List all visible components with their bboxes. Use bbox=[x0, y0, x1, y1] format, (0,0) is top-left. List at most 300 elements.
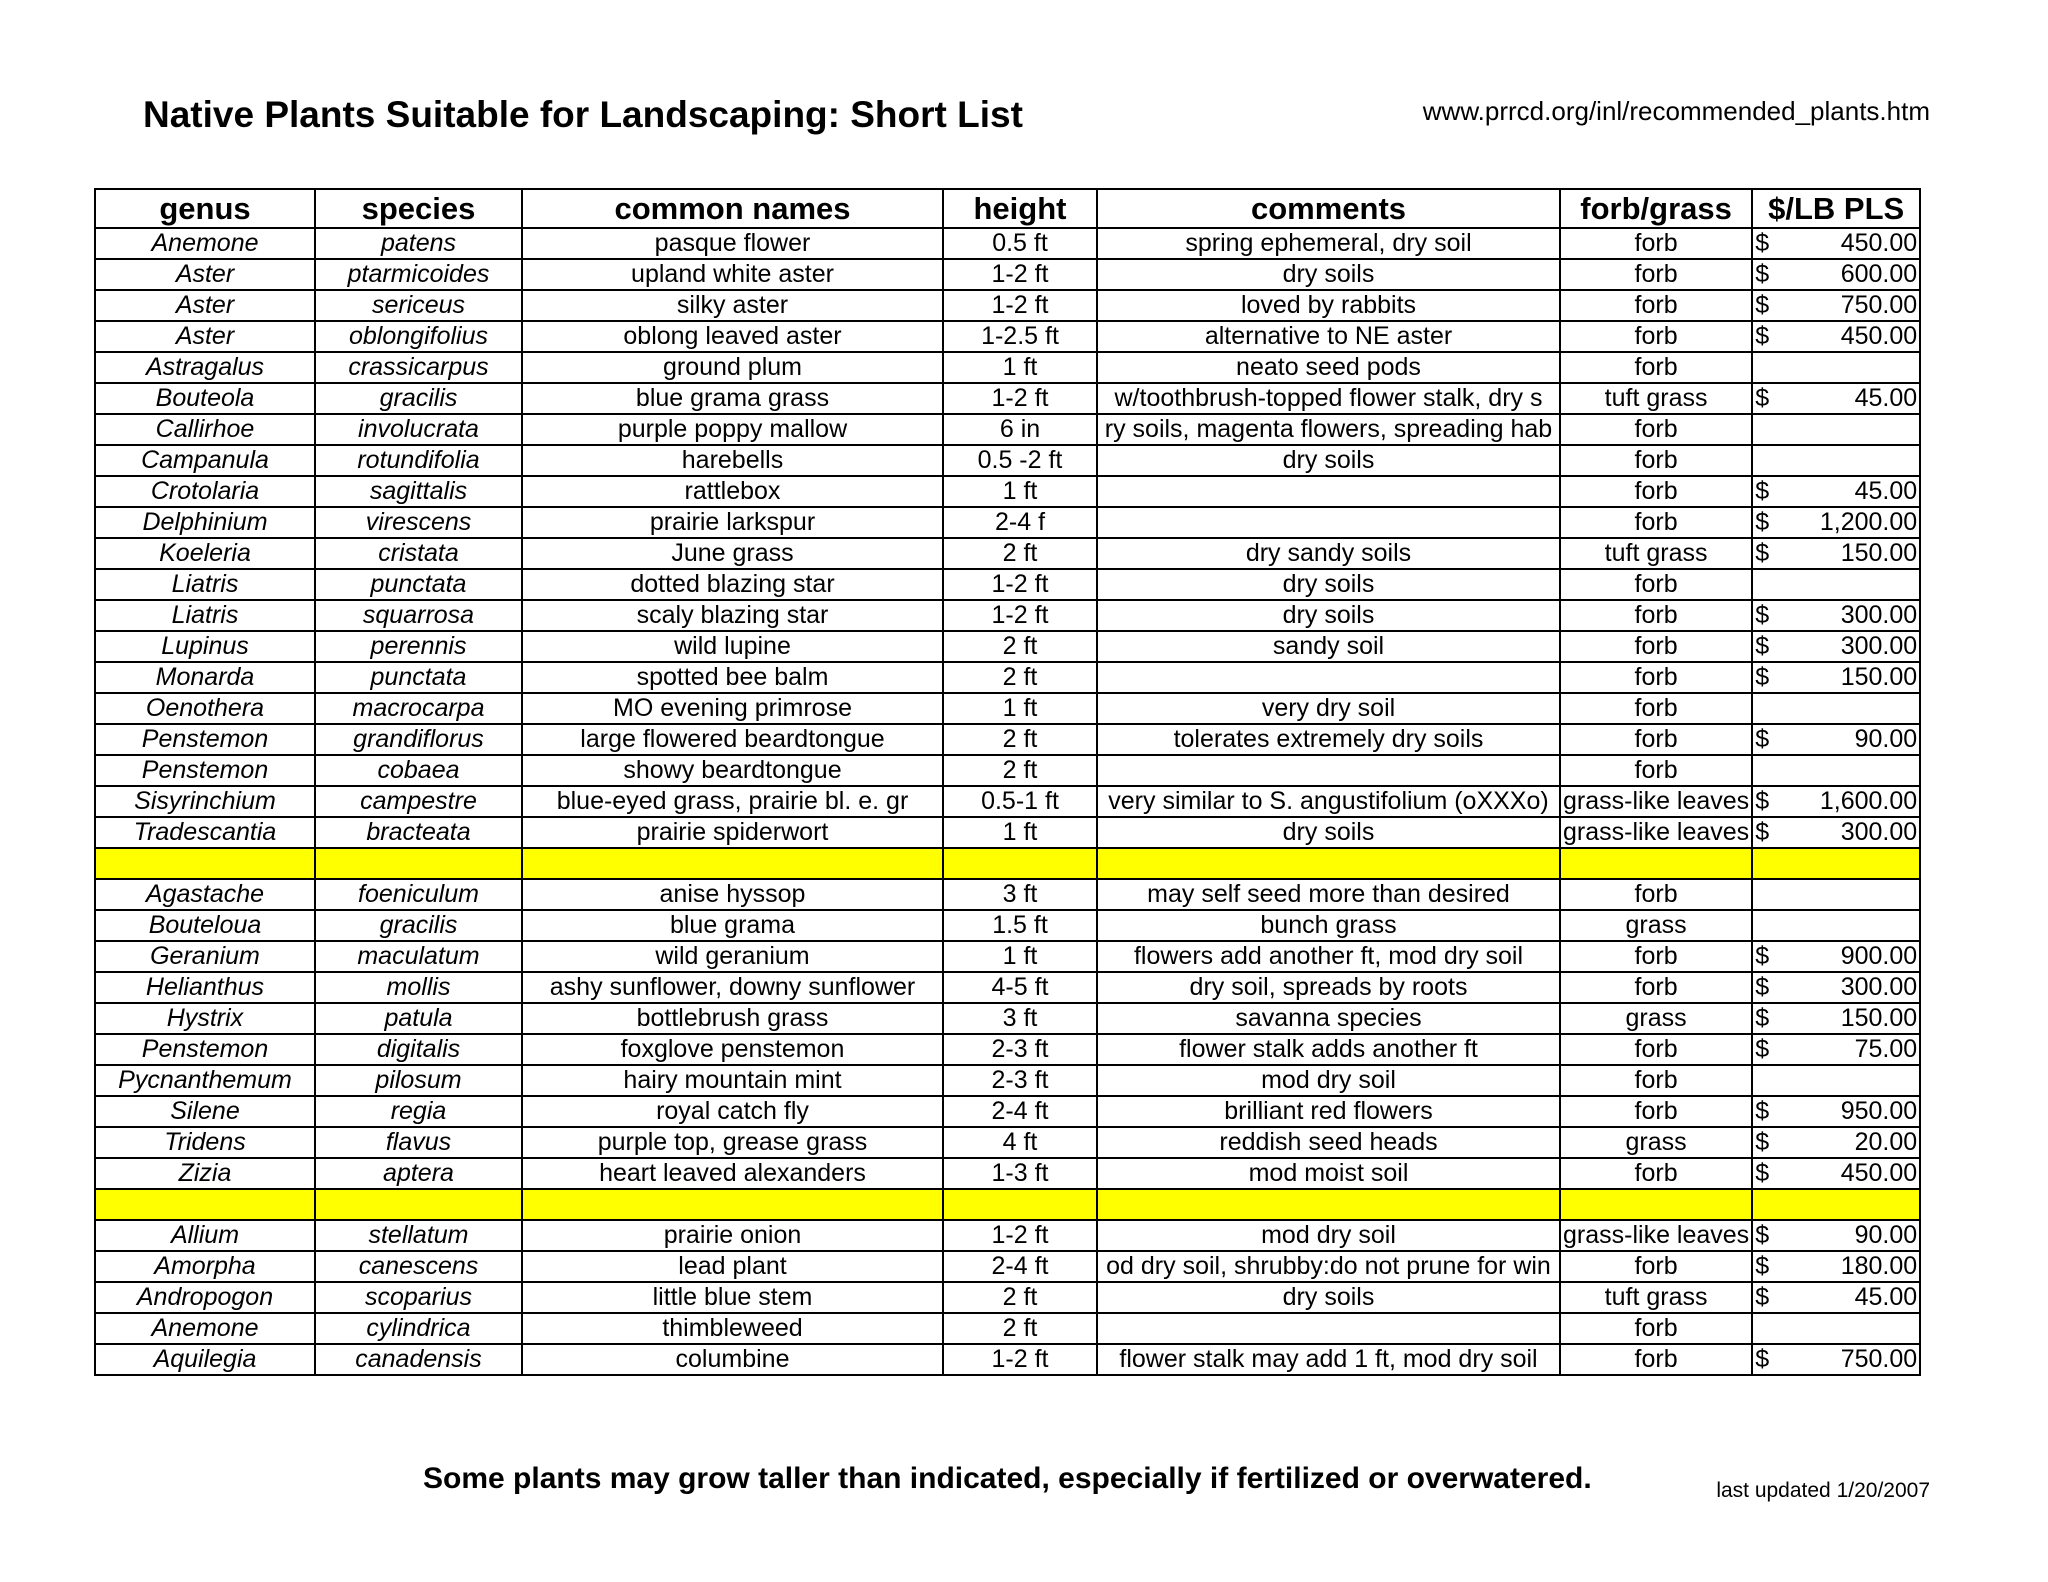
price-amount: 750.00 bbox=[1840, 291, 1918, 319]
genus-cell: Hystrix bbox=[95, 1003, 315, 1034]
species-cell: ptarmicoides bbox=[315, 259, 522, 290]
separator-cell bbox=[1560, 1189, 1752, 1220]
genus-cell: Sisyrinchium bbox=[95, 786, 315, 817]
separator-row bbox=[95, 1189, 1920, 1220]
price-cell bbox=[1752, 228, 1920, 259]
genus-cell: Lupinus bbox=[95, 631, 315, 662]
price-cell bbox=[1752, 569, 1920, 600]
footer-note: Some plants may grow taller than indicated, especially if fertilized or overwatered. bbox=[423, 1462, 1592, 1495]
genus-cell: Liatris bbox=[95, 569, 315, 600]
source-url: www.prrcd.org/inl/recommended_plants.htm bbox=[1422, 96, 1930, 126]
height-cell: 1-2.5 ft bbox=[943, 321, 1097, 352]
column-header-height: height bbox=[943, 189, 1097, 228]
price-amount: 45.00 bbox=[1854, 1283, 1918, 1311]
species-cell: gracilis bbox=[315, 383, 522, 414]
comments-cell: dry soils bbox=[1097, 569, 1560, 600]
table-row bbox=[95, 693, 1920, 724]
common-name-cell: dotted blazing star bbox=[522, 569, 943, 600]
comments-cell: bunch grass bbox=[1097, 910, 1560, 941]
price-cell bbox=[1752, 755, 1920, 786]
price-amount: 90.00 bbox=[1854, 725, 1918, 753]
genus-cell: Pycnanthemum bbox=[95, 1065, 315, 1096]
common-name-cell: pasque flower bbox=[522, 228, 943, 259]
height-cell: 2 ft bbox=[943, 1282, 1097, 1313]
height-cell: 1.5 ft bbox=[943, 910, 1097, 941]
genus-cell: Anemone bbox=[95, 1313, 315, 1344]
price-cell bbox=[1752, 817, 1920, 848]
common-name-cell: wild lupine bbox=[522, 631, 943, 662]
table-row bbox=[95, 1158, 1920, 1189]
comments-cell: dry soil, spreads by roots bbox=[1097, 972, 1560, 1003]
table-row bbox=[95, 1282, 1920, 1313]
comments-cell: flower stalk may add 1 ft, mod dry soil bbox=[1097, 1344, 1560, 1375]
height-cell: 2-4 f bbox=[943, 507, 1097, 538]
genus-cell: Tridens bbox=[95, 1127, 315, 1158]
price-amount: 450.00 bbox=[1840, 229, 1918, 257]
genus-cell: Agastache bbox=[95, 879, 315, 910]
species-cell: mollis bbox=[315, 972, 522, 1003]
forb-grass-cell: forb bbox=[1560, 507, 1752, 538]
height-cell: 4-5 ft bbox=[943, 972, 1097, 1003]
height-cell: 2 ft bbox=[943, 662, 1097, 693]
table-row bbox=[95, 228, 1920, 259]
common-name-cell: rattlebox bbox=[522, 476, 943, 507]
price-amount: 900.00 bbox=[1840, 942, 1918, 970]
table-row bbox=[95, 1127, 1920, 1158]
table-row bbox=[95, 1096, 1920, 1127]
genus-cell: Penstemon bbox=[95, 1034, 315, 1065]
column-header-common-names: common names bbox=[522, 189, 943, 228]
genus-cell: Zizia bbox=[95, 1158, 315, 1189]
table-row bbox=[95, 321, 1920, 352]
height-cell: 3 ft bbox=[943, 879, 1097, 910]
price-amount: 1,600.00 bbox=[1819, 787, 1918, 815]
species-cell: flavus bbox=[315, 1127, 522, 1158]
genus-cell: Aster bbox=[95, 290, 315, 321]
common-name-cell: prairie larkspur bbox=[522, 507, 943, 538]
currency-symbol: $ bbox=[1755, 1097, 1770, 1125]
price-cell bbox=[1752, 507, 1920, 538]
genus-cell: Penstemon bbox=[95, 755, 315, 786]
forb-grass-cell: grass bbox=[1560, 1003, 1752, 1034]
species-cell: grandiflorus bbox=[315, 724, 522, 755]
forb-grass-cell: forb bbox=[1560, 352, 1752, 383]
height-cell: 2 ft bbox=[943, 631, 1097, 662]
height-cell: 1-2 ft bbox=[943, 1220, 1097, 1251]
table-row bbox=[95, 1344, 1920, 1375]
price-cell bbox=[1752, 879, 1920, 910]
price-amount: 300.00 bbox=[1840, 818, 1918, 846]
forb-grass-cell: tuft grass bbox=[1560, 383, 1752, 414]
currency-symbol: $ bbox=[1755, 973, 1770, 1001]
column-header-comments: comments bbox=[1097, 189, 1560, 228]
forb-grass-cell: forb bbox=[1560, 755, 1752, 786]
price-amount: 20.00 bbox=[1854, 1128, 1918, 1156]
separator-cell bbox=[1752, 848, 1920, 879]
height-cell: 2-4 ft bbox=[943, 1251, 1097, 1282]
comments-cell: dry soils bbox=[1097, 445, 1560, 476]
height-cell: 2 ft bbox=[943, 538, 1097, 569]
separator-cell bbox=[943, 848, 1097, 879]
height-cell: 1-2 ft bbox=[943, 600, 1097, 631]
forb-grass-cell: grass-like leaves bbox=[1560, 786, 1752, 817]
forb-grass-cell: forb bbox=[1560, 476, 1752, 507]
forb-grass-cell: forb bbox=[1560, 1096, 1752, 1127]
currency-symbol: $ bbox=[1755, 322, 1770, 350]
currency-symbol: $ bbox=[1755, 384, 1770, 412]
genus-cell: Koeleria bbox=[95, 538, 315, 569]
common-name-cell: oblong leaved aster bbox=[522, 321, 943, 352]
currency-symbol: $ bbox=[1755, 1345, 1770, 1373]
height-cell: 4 ft bbox=[943, 1127, 1097, 1158]
separator-cell bbox=[95, 1189, 315, 1220]
price-cell bbox=[1752, 414, 1920, 445]
height-cell: 2-4 ft bbox=[943, 1096, 1097, 1127]
price-amount: 150.00 bbox=[1840, 1004, 1918, 1032]
price-cell bbox=[1752, 631, 1920, 662]
forb-grass-cell: grass-like leaves bbox=[1560, 1220, 1752, 1251]
height-cell: 1-2 ft bbox=[943, 1344, 1097, 1375]
price-cell bbox=[1752, 1282, 1920, 1313]
table-row bbox=[95, 1034, 1920, 1065]
species-cell: bracteata bbox=[315, 817, 522, 848]
genus-cell: Aster bbox=[95, 259, 315, 290]
height-cell: 1-2 ft bbox=[943, 290, 1097, 321]
table-row bbox=[95, 879, 1920, 910]
price-amount: 45.00 bbox=[1854, 477, 1918, 505]
height-cell: 2-3 ft bbox=[943, 1034, 1097, 1065]
currency-symbol: $ bbox=[1755, 1128, 1770, 1156]
currency-symbol: $ bbox=[1755, 229, 1770, 257]
separator-cell bbox=[1097, 1189, 1560, 1220]
genus-cell: Liatris bbox=[95, 600, 315, 631]
height-cell: 2 ft bbox=[943, 755, 1097, 786]
species-cell: virescens bbox=[315, 507, 522, 538]
height-cell: 0.5-1 ft bbox=[943, 786, 1097, 817]
height-cell: 0.5 -2 ft bbox=[943, 445, 1097, 476]
price-cell bbox=[1752, 972, 1920, 1003]
height-cell: 2 ft bbox=[943, 724, 1097, 755]
comments-cell: brilliant red flowers bbox=[1097, 1096, 1560, 1127]
last-updated: last updated 1/20/2007 bbox=[1716, 1479, 1930, 1502]
common-name-cell: June grass bbox=[522, 538, 943, 569]
species-cell: cylindrica bbox=[315, 1313, 522, 1344]
page-title: Native Plants Suitable for Landscaping: Short List bbox=[143, 94, 1023, 135]
forb-grass-cell: forb bbox=[1560, 879, 1752, 910]
comments-cell: dry soils bbox=[1097, 600, 1560, 631]
common-name-cell: scaly blazing star bbox=[522, 600, 943, 631]
table-row bbox=[95, 352, 1920, 383]
comments-cell: alternative to NE aster bbox=[1097, 321, 1560, 352]
height-cell: 3 ft bbox=[943, 1003, 1097, 1034]
comments-cell: flower stalk adds another ft bbox=[1097, 1034, 1560, 1065]
common-name-cell: thimbleweed bbox=[522, 1313, 943, 1344]
price-cell bbox=[1752, 1220, 1920, 1251]
forb-grass-cell: forb bbox=[1560, 1313, 1752, 1344]
genus-cell: Campanula bbox=[95, 445, 315, 476]
species-cell: pilosum bbox=[315, 1065, 522, 1096]
forb-grass-cell: forb bbox=[1560, 259, 1752, 290]
common-name-cell: prairie onion bbox=[522, 1220, 943, 1251]
common-name-cell: MO evening primrose bbox=[522, 693, 943, 724]
price-cell bbox=[1752, 445, 1920, 476]
column-header-forb-grass: forb/grass bbox=[1560, 189, 1752, 228]
table-row bbox=[95, 1251, 1920, 1282]
comments-cell: ry soils, magenta flowers, spreading hab bbox=[1097, 414, 1560, 445]
price-cell bbox=[1752, 1344, 1920, 1375]
common-name-cell: heart leaved alexanders bbox=[522, 1158, 943, 1189]
price-amount: 600.00 bbox=[1840, 260, 1918, 288]
separator-cell bbox=[522, 1189, 943, 1220]
common-name-cell: blue grama bbox=[522, 910, 943, 941]
price-cell bbox=[1752, 1003, 1920, 1034]
table-row bbox=[95, 972, 1920, 1003]
separator-cell bbox=[943, 1189, 1097, 1220]
table-row bbox=[95, 476, 1920, 507]
price-amount: 450.00 bbox=[1840, 322, 1918, 350]
forb-grass-cell: grass-like leaves bbox=[1560, 817, 1752, 848]
species-cell: perennis bbox=[315, 631, 522, 662]
comments-cell: may self seed more than desired bbox=[1097, 879, 1560, 910]
common-name-cell: blue-eyed grass, prairie bl. e. gr bbox=[522, 786, 943, 817]
common-name-cell: showy beardtongue bbox=[522, 755, 943, 786]
common-name-cell: columbine bbox=[522, 1344, 943, 1375]
comments-cell: mod dry soil bbox=[1097, 1065, 1560, 1096]
table-row bbox=[95, 507, 1920, 538]
table-row bbox=[95, 414, 1920, 445]
species-cell: aptera bbox=[315, 1158, 522, 1189]
price-amount: 1,200.00 bbox=[1819, 508, 1918, 536]
common-name-cell: anise hyssop bbox=[522, 879, 943, 910]
forb-grass-cell: forb bbox=[1560, 600, 1752, 631]
genus-cell: Silene bbox=[95, 1096, 315, 1127]
forb-grass-cell: tuft grass bbox=[1560, 1282, 1752, 1313]
comments-cell: od dry soil, shrubby:do not prune for win bbox=[1097, 1251, 1560, 1282]
separator-cell bbox=[315, 848, 522, 879]
forb-grass-cell: tuft grass bbox=[1560, 538, 1752, 569]
height-cell: 1-2 ft bbox=[943, 383, 1097, 414]
price-cell bbox=[1752, 476, 1920, 507]
currency-symbol: $ bbox=[1755, 1221, 1770, 1249]
comments-cell bbox=[1097, 755, 1560, 786]
forb-grass-cell: forb bbox=[1560, 1065, 1752, 1096]
forb-grass-cell: forb bbox=[1560, 941, 1752, 972]
comments-cell: tolerates extremely dry soils bbox=[1097, 724, 1560, 755]
column-header-price: $/LB PLS bbox=[1752, 189, 1920, 228]
species-cell: punctata bbox=[315, 569, 522, 600]
species-cell: rotundifolia bbox=[315, 445, 522, 476]
genus-cell: Allium bbox=[95, 1220, 315, 1251]
comments-cell: neato seed pods bbox=[1097, 352, 1560, 383]
comments-cell: loved by rabbits bbox=[1097, 290, 1560, 321]
common-name-cell: spotted bee balm bbox=[522, 662, 943, 693]
comments-cell: mod dry soil bbox=[1097, 1220, 1560, 1251]
comments-cell: spring ephemeral, dry soil bbox=[1097, 228, 1560, 259]
currency-symbol: $ bbox=[1755, 632, 1770, 660]
comments-cell: dry sandy soils bbox=[1097, 538, 1560, 569]
forb-grass-cell: forb bbox=[1560, 228, 1752, 259]
table-row bbox=[95, 383, 1920, 414]
species-cell: digitalis bbox=[315, 1034, 522, 1065]
comments-cell bbox=[1097, 507, 1560, 538]
comments-cell: mod moist soil bbox=[1097, 1158, 1560, 1189]
forb-grass-cell: forb bbox=[1560, 569, 1752, 600]
currency-symbol: $ bbox=[1755, 818, 1770, 846]
height-cell: 0.5 ft bbox=[943, 228, 1097, 259]
forb-grass-cell: forb bbox=[1560, 1251, 1752, 1282]
genus-cell: Oenothera bbox=[95, 693, 315, 724]
currency-symbol: $ bbox=[1755, 477, 1770, 505]
common-name-cell: bottlebrush grass bbox=[522, 1003, 943, 1034]
separator-cell bbox=[315, 1189, 522, 1220]
table-row bbox=[95, 786, 1920, 817]
species-cell: squarrosa bbox=[315, 600, 522, 631]
price-cell bbox=[1752, 538, 1920, 569]
forb-grass-cell: forb bbox=[1560, 693, 1752, 724]
table-row bbox=[95, 445, 1920, 476]
species-cell: cristata bbox=[315, 538, 522, 569]
currency-symbol: $ bbox=[1755, 601, 1770, 629]
species-cell: sagittalis bbox=[315, 476, 522, 507]
height-cell: 1-2 ft bbox=[943, 569, 1097, 600]
forb-grass-cell: forb bbox=[1560, 972, 1752, 1003]
common-name-cell: silky aster bbox=[522, 290, 943, 321]
forb-grass-cell: forb bbox=[1560, 290, 1752, 321]
table-row bbox=[95, 817, 1920, 848]
species-cell: sericeus bbox=[315, 290, 522, 321]
currency-symbol: $ bbox=[1755, 1252, 1770, 1280]
genus-cell: Bouteloua bbox=[95, 910, 315, 941]
genus-cell: Delphinium bbox=[95, 507, 315, 538]
currency-symbol: $ bbox=[1755, 1159, 1770, 1187]
height-cell: 1 ft bbox=[943, 941, 1097, 972]
height-cell: 1-3 ft bbox=[943, 1158, 1097, 1189]
price-cell bbox=[1752, 941, 1920, 972]
comments-cell bbox=[1097, 476, 1560, 507]
price-cell bbox=[1752, 1251, 1920, 1282]
price-cell bbox=[1752, 693, 1920, 724]
price-amount: 750.00 bbox=[1840, 1345, 1918, 1373]
genus-cell: Bouteola bbox=[95, 383, 315, 414]
table-row bbox=[95, 600, 1920, 631]
forb-grass-cell: forb bbox=[1560, 1158, 1752, 1189]
forb-grass-cell: forb bbox=[1560, 631, 1752, 662]
genus-cell: Crotolaria bbox=[95, 476, 315, 507]
common-name-cell: purple poppy mallow bbox=[522, 414, 943, 445]
price-amount: 300.00 bbox=[1840, 973, 1918, 1001]
height-cell: 1 ft bbox=[943, 817, 1097, 848]
genus-cell: Amorpha bbox=[95, 1251, 315, 1282]
genus-cell: Geranium bbox=[95, 941, 315, 972]
comments-cell bbox=[1097, 1313, 1560, 1344]
column-header-species: species bbox=[315, 189, 522, 228]
forb-grass-cell: grass bbox=[1560, 1127, 1752, 1158]
forb-grass-cell: forb bbox=[1560, 1344, 1752, 1375]
genus-cell: Aquilegia bbox=[95, 1344, 315, 1375]
column-header-genus: genus bbox=[95, 189, 315, 228]
separator-cell bbox=[1097, 848, 1560, 879]
currency-symbol: $ bbox=[1755, 291, 1770, 319]
currency-symbol: $ bbox=[1755, 1283, 1770, 1311]
currency-symbol: $ bbox=[1755, 539, 1770, 567]
comments-cell: very dry soil bbox=[1097, 693, 1560, 724]
currency-symbol: $ bbox=[1755, 1035, 1770, 1063]
species-cell: patens bbox=[315, 228, 522, 259]
price-amount: 450.00 bbox=[1840, 1159, 1918, 1187]
price-cell bbox=[1752, 724, 1920, 755]
price-cell bbox=[1752, 383, 1920, 414]
common-name-cell: hairy mountain mint bbox=[522, 1065, 943, 1096]
table-row bbox=[95, 755, 1920, 786]
comments-cell: dry soils bbox=[1097, 259, 1560, 290]
table-row bbox=[95, 538, 1920, 569]
species-cell: involucrata bbox=[315, 414, 522, 445]
table-row bbox=[95, 631, 1920, 662]
price-cell bbox=[1752, 662, 1920, 693]
genus-cell: Monarda bbox=[95, 662, 315, 693]
currency-symbol: $ bbox=[1755, 260, 1770, 288]
species-cell: oblongifolius bbox=[315, 321, 522, 352]
forb-grass-cell: forb bbox=[1560, 662, 1752, 693]
common-name-cell: large flowered beardtongue bbox=[522, 724, 943, 755]
comments-cell: very similar to S. angustifolium (oXXXo) bbox=[1097, 786, 1560, 817]
species-cell: macrocarpa bbox=[315, 693, 522, 724]
comments-cell: w/toothbrush-topped flower stalk, dry s bbox=[1097, 383, 1560, 414]
species-cell: stellatum bbox=[315, 1220, 522, 1251]
price-cell bbox=[1752, 321, 1920, 352]
price-amount: 90.00 bbox=[1854, 1221, 1918, 1249]
species-cell: scoparius bbox=[315, 1282, 522, 1313]
comments-cell: dry soils bbox=[1097, 817, 1560, 848]
price-cell bbox=[1752, 259, 1920, 290]
species-cell: punctata bbox=[315, 662, 522, 693]
height-cell: 1-2 ft bbox=[943, 259, 1097, 290]
price-cell bbox=[1752, 1096, 1920, 1127]
genus-cell: Anemone bbox=[95, 228, 315, 259]
genus-cell: Helianthus bbox=[95, 972, 315, 1003]
species-cell: gracilis bbox=[315, 910, 522, 941]
price-amount: 150.00 bbox=[1840, 539, 1918, 567]
forb-grass-cell: forb bbox=[1560, 724, 1752, 755]
forb-grass-cell: forb bbox=[1560, 414, 1752, 445]
table-row bbox=[95, 1065, 1920, 1096]
comments-cell: sandy soil bbox=[1097, 631, 1560, 662]
height-cell: 6 in bbox=[943, 414, 1097, 445]
common-name-cell: little blue stem bbox=[522, 1282, 943, 1313]
species-cell: regia bbox=[315, 1096, 522, 1127]
genus-cell: Tradescantia bbox=[95, 817, 315, 848]
table-row bbox=[95, 1003, 1920, 1034]
currency-symbol: $ bbox=[1755, 508, 1770, 536]
common-name-cell: harebells bbox=[522, 445, 943, 476]
price-amount: 150.00 bbox=[1840, 663, 1918, 691]
table-row bbox=[95, 259, 1920, 290]
comments-cell: dry soils bbox=[1097, 1282, 1560, 1313]
common-name-cell: foxglove penstemon bbox=[522, 1034, 943, 1065]
table-row bbox=[95, 910, 1920, 941]
genus-cell: Penstemon bbox=[95, 724, 315, 755]
height-cell: 1 ft bbox=[943, 693, 1097, 724]
price-amount: 180.00 bbox=[1840, 1252, 1918, 1280]
separator-cell bbox=[1560, 848, 1752, 879]
separator-cell bbox=[1752, 1189, 1920, 1220]
table-row bbox=[95, 1220, 1920, 1251]
currency-symbol: $ bbox=[1755, 787, 1770, 815]
species-cell: canadensis bbox=[315, 1344, 522, 1375]
price-amount: 75.00 bbox=[1854, 1035, 1918, 1063]
price-cell bbox=[1752, 1158, 1920, 1189]
forb-grass-cell: forb bbox=[1560, 445, 1752, 476]
